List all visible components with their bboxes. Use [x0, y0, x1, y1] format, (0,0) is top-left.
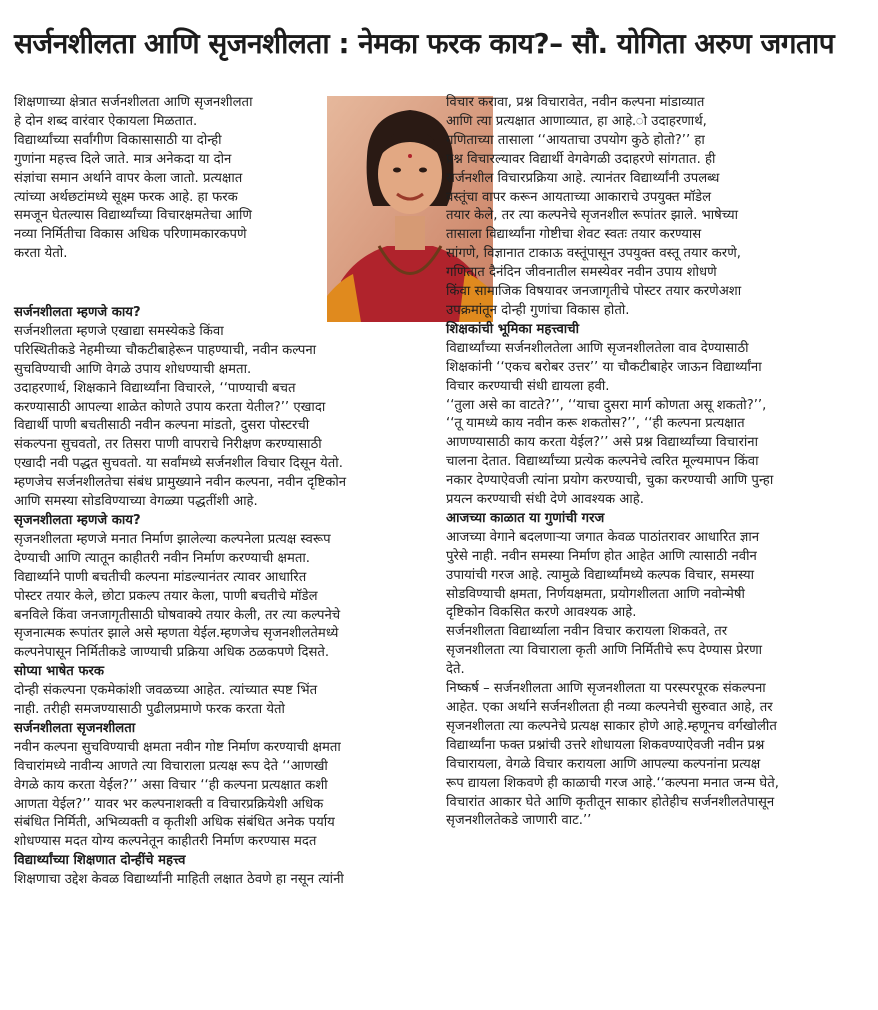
text-line: पुरेसे नाही. नवीन समस्या निर्माण होत आहेत आणि त्यासाठी नवीन	[446, 548, 757, 564]
text-line: प्रयत्न करण्याची संधी देणे आवश्यक आहे.	[446, 492, 644, 508]
text-line: दृष्टिकोन विकसित करणे आवश्यक आहे.	[446, 605, 637, 621]
text-line: ‘‘तू यामध्ये काय नवीन करू शकतोस?’’, ‘‘ही कल्पना प्रत्यक्षात	[446, 416, 745, 432]
text-line: सर्जनशीलता म्हणजे एखाद्या समस्येकडे किंवा	[14, 323, 224, 339]
text-line: करण्यासाठी आपल्या शाळेत कोणते उपाय करता येतील?’’ एखादा	[14, 399, 326, 415]
text-line: दोन्ही संकल्पना एकमेकांशी जवळच्या आहेत. त्यांच्यात स्पष्ट भिंत	[14, 683, 318, 699]
section-heading: विद्यार्थ्यांच्या शिक्षणात दोन्हींचे महत्त्व	[14, 853, 186, 869]
text-line: बनविले किंवा जनजागृतीसाठी घोषवाक्ये तयार केली, तर त्या कल्पनेचे	[14, 607, 341, 623]
text-line: आजच्या वेगाने बदलणाऱ्या जगात केवळ पाठांतरावर आधारित ज्ञान	[446, 529, 760, 545]
text-line: शिक्षकांनी ‘‘एकच बरोबर उत्तर’’ या चौकटीबाहेर जाऊन विद्यार्थ्यांना	[446, 359, 762, 375]
text-line: विद्यार्थ्याने पाणी बचतीची कल्पना मांडल्यानंतर त्यावर आधारित	[14, 569, 307, 585]
text-line: किंवा सामाजिक विषयावर जनजागृतीचे पोस्टर तयार करणेअशा	[446, 284, 742, 300]
text-line: प्रश्न विचारल्यावर विद्यार्थी वेगवेगळी उदाहरणे सांगतात. ही	[446, 151, 716, 167]
right-column-body	[446, 94, 866, 831]
text-line: शिक्षणाचा उद्देश केवळ विद्यार्थ्यांनी माहिती लक्षात ठेवणे हा नसून त्यांनी	[14, 872, 344, 888]
left-column-intro	[14, 94, 314, 264]
text-line: सृजनशीलता म्हणजे मनात निर्माण झालेल्या कल्पनेला प्रत्यक्ष स्वरूप	[14, 531, 331, 547]
text-line: विचारांमध्ये नावीन्य आणते त्या विचाराला प्रत्यक्ष रूप देते ‘‘आणखी	[14, 758, 328, 774]
left-column-body	[14, 304, 432, 890]
section-heading: सोप्या भाषेत फरक	[14, 664, 105, 680]
text-line: सृजनशीलतेकडे जाणारी वाट.’’	[446, 813, 592, 829]
text-line: वेगळे काय करता येईल?’’ असा विचार ‘‘ही कल्पना प्रत्यक्षात कशी	[14, 777, 328, 793]
text-line: उपक्रमांतून दोन्ही गुणांचा विकास होतो.	[446, 302, 630, 318]
text-line: आणि समस्या सोडविण्याच्या वेगळ्या पद्धतींशी आहे.	[14, 494, 258, 510]
text-line: सृजनशीलता त्या कल्पनेचे प्रत्यक्ष साकार होणे आहे.म्हणूनच वर्गखोलीत	[446, 718, 777, 734]
text-line: निष्कर्ष – सर्जनशीलता आणि सृजनशीलता या परस्परपूरक संकल्पना	[446, 681, 766, 697]
text-line: त्यांच्या अर्थछटांमध्ये सूक्ष्म फरक आहे. हा फरक	[14, 189, 238, 205]
text-line: पोस्टर तयार केले, छोटा प्रकल्प तयार केला, पाणी बचतीचे मॉडेल	[14, 588, 318, 604]
text-line: विद्यार्थ्यांच्या सर्वांगीण विकासासाठी या दोन्ही	[14, 132, 222, 148]
text-line: नकार देण्याऐवजी त्यांना प्रयोग करण्याची, चुका करण्याची आणि पुन्हा	[446, 473, 774, 489]
text-line: रूप द्यायला शिकवणे ही काळाची गरज आहे.‘‘कल्पना मनात जन्म घेते,	[446, 775, 779, 791]
text-line: नाही. तरीही समजण्यासाठी पुढीलप्रमाणे फरक करता येतो	[14, 702, 285, 718]
text-line: विद्यार्थ्यांना फक्त प्रश्नांची उत्तरे शोधायला शिकवण्याऐवजी नवीन प्रश्न	[446, 737, 765, 753]
text-line: सोडविण्याची क्षमता, निर्णयक्षमता, प्रयोगशीलता आणि नवोन्मेषी	[446, 586, 745, 602]
text-line: समजून घेतल्यास विद्यार्थ्यांच्या विचारक्षमतेचा आणि	[14, 208, 252, 224]
text-line: विचारांत आकार घेते आणि कृतीतून साकार होतेहीच सर्जनशीलतेपासून	[446, 794, 775, 810]
text-line: संज्ञांचा समान अर्थाने वापर केला जातो. प्रत्यक्षात	[14, 170, 243, 186]
text-line: विद्यार्थ्यांच्या सर्जनशीलतेला आणि सृजनशीलतेला वाव देण्यासाठी	[446, 340, 749, 356]
text-line: विचार करावा, प्रश्न विचारावेत, नवीन कल्पना मांडाव्यात	[446, 95, 705, 110]
text-line: नवीन कल्पना सुचविण्याची क्षमता नवीन गोष्ट निर्माण करण्याची क्षमता	[14, 739, 341, 755]
text-line: शोधण्यास मदत योग्य कल्पनेतून काहीतरी निर्माण करण्यास मदत	[14, 834, 317, 850]
section-heading: सृजनशीलता म्हणजे काय?	[14, 512, 141, 528]
text-line: वस्तूंचा वापर करून आयताच्या आकाराचे उपयुक्त मॉडेल	[446, 189, 712, 205]
text-line: विचारायला, वेगळे विचार करायला आणि आपल्या कल्पनांना प्रत्यक्ष	[446, 756, 761, 772]
text-line: विचार करण्याची संधी द्यायला हवी.	[446, 378, 610, 394]
text-line: सांगणे, विज्ञानात टाकाऊ वस्तूंपासून उपयुक्त वस्तू तयार करणे,	[446, 246, 741, 262]
text-line: विद्यार्थी पाणी बचतीसाठी नवीन कल्पना मांडतो, दुसरा पोस्टरची	[14, 418, 310, 434]
text-line: सर्जनशील विचारप्रक्रिया आहे. त्यानंतर विद्यार्थ्यांनी उपलब्ध	[446, 170, 720, 186]
text-line: संबंधित निर्मिती, अभिव्यक्ती व कृतीशी अधिक संबंधित अनेक पर्याय	[14, 815, 335, 831]
text-line: गणिताच्या तासाला ‘‘आयताचा उपयोग कुठे होतो?’’ हा	[446, 132, 705, 148]
section-heading: शिक्षकांची भूमिका महत्त्वाची	[446, 321, 579, 337]
text-line: देण्याची आणि त्यातून काहीतरी नवीन निर्माण करण्याची क्षमता.	[14, 550, 310, 566]
text-line: सर्जनशीलता विद्यार्थ्याला नवीन विचार करायला शिकवते, तर	[446, 624, 728, 640]
section-heading: सर्जनशीलता म्हणजे काय?	[14, 305, 141, 320]
text-line: ‘‘तुला असे का वाटते?’’, ‘‘याचा दुसरा मार्ग कोणता असू शकतो?’’,	[446, 397, 767, 413]
text-line: आणण्यासाठी काय करता येईल?’’ असे प्रश्न विद्यार्थ्यांच्या विचारांना	[446, 435, 758, 451]
section-heading: आजच्या काळात या गुणांची गरज	[446, 510, 605, 526]
text-line: तयार केले, तर त्या कल्पनेचे सृजनशील रूपांतर झाले. भाषेच्या	[446, 208, 739, 224]
text-line: नव्या निर्मितीचा विकास अधिक परिणामकारकपणे	[14, 227, 247, 243]
text-line: चालना देतात. विद्यार्थ्यांच्या प्रत्येक कल्पनेचे त्वरित मूल्यमापन किंवा	[446, 454, 759, 470]
text-line: आणि त्या प्रत्यक्षात आणाव्यात, हा आहे.ो उदाहरणार्थ,	[446, 113, 707, 129]
text-line: गुणांना महत्त्व दिले जाते. मात्र अनेकदा या दोन	[14, 151, 232, 167]
text-line: आणता येईल?’’ यावर भर कल्पनाशक्ती व विचारप्रक्रियेशी अधिक	[14, 796, 324, 812]
article-headline: सर्जनशीलता आणि सृजनशीलता : नेमका फरक काय?– सौ. योगिता अरुण जगताप	[14, 27, 835, 60]
text-line: एखादी नवी पद्धत सुचवतो. या सर्वांमध्ये सर्जनशील विचार दिसून येतो.	[14, 456, 343, 472]
text-line: उपायांची गरज आहे. त्यामुळे विद्यार्थ्यांमध्ये कल्पक विचार, समस्या	[446, 567, 755, 583]
section-heading: सर्जनशीलता सृजनशीलता	[14, 720, 136, 736]
text-line: तासाला विद्यार्थ्यांना गोष्टीचा शेवट स्वतः तयार करण्यास	[446, 227, 702, 243]
text-line: सुचविण्याची आणि वेगळे उपाय शोधण्याची क्षमता.	[14, 361, 252, 377]
text-line: सृजनात्मक रूपांतर झाले असे म्हणता येईल.म्हणजेच सृजनशीलतेमध्ये	[14, 626, 339, 642]
text-line: उदाहरणार्थ, शिक्षकाने विद्यार्थ्यांना विचारले, ‘‘पाण्याची बचत	[14, 380, 296, 396]
text-line: गणितात दैनंदिन जीवनातील समस्येवर नवीन उपाय शोधणे	[446, 265, 717, 281]
text-line: देते.	[446, 662, 465, 678]
text-line: हे दोन शब्द वारंवार ऐकायला मिळतात.	[14, 113, 198, 129]
text-line: शिक्षणाच्या क्षेत्रात सर्जनशीलता आणि सृजनशीलता	[14, 95, 253, 110]
text-line: संकल्पना सुचवतो, तर तिसरा पाणी वापराचे निरीक्षण करण्यासाठी	[14, 437, 322, 453]
text-line: परिस्थितीकडे नेहमीच्या चौकटीबाहेरून पाहण्याची, नवीन कल्पना	[14, 342, 317, 358]
text-line: आहेत. एका अर्थाने सर्जनशीलता ही नव्या कल्पनेची सुरुवात आहे, तर	[446, 700, 773, 715]
text-line: कल्पनेपासून निर्मितीकडे जाण्याची प्रक्रिया अधिक ठळकपणे दिसते.	[14, 645, 330, 661]
text-line: सृजनशीलता त्या विचाराला कृती आणि निर्मितीचे रूप देण्यास प्रेरणा	[446, 643, 763, 659]
text-line: करता येतो.	[14, 246, 68, 262]
text-line: म्हणजेच सर्जनशीलतेचा संबंध प्रामुख्याने नवीन कल्पना, नवीन दृष्टिकोन	[14, 475, 347, 491]
